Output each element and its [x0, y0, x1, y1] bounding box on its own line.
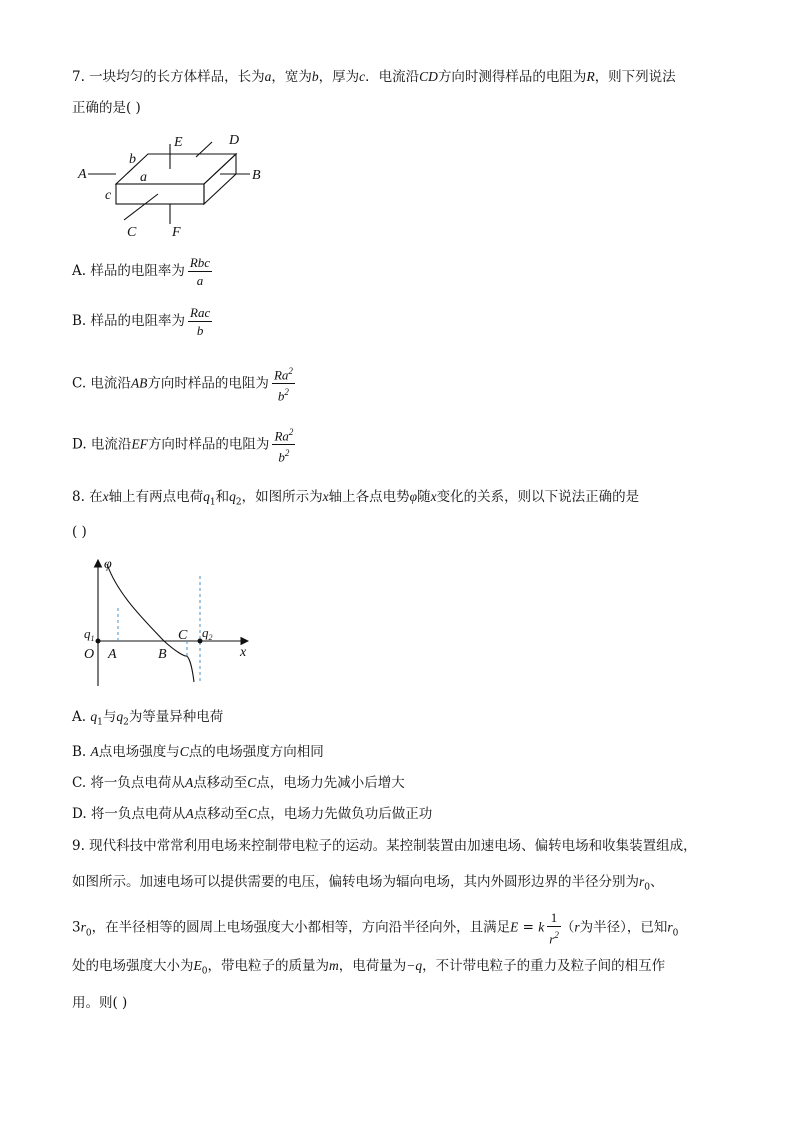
q8-stem-line1: 8. 在x轴上有两点电荷$q_1$和$q_2$，如图所示为x轴上各点电势φ随x变化的关系，则以下说法正确的是	[72, 489, 640, 508]
q7-option-d: D. 电流沿EF方向时样品的电阻为 $\frac{Ra^2}{b^2}$	[72, 427, 294, 465]
label-b: b	[129, 152, 136, 167]
label-F: F	[172, 225, 181, 240]
fraction: $\frac{\text{Rac}}{b}$	[190, 305, 211, 338]
q7-cuboid-figure	[72, 128, 272, 240]
q7-option-a: A. 样品的电阻率为 $\frac{\text{Rbc}}{a}$	[72, 255, 211, 288]
fraction: $\frac{Ra^2}{b^2}$	[274, 427, 294, 465]
label-x: x	[240, 645, 247, 660]
q8-option-c: C. 将一负点电荷从A点移动至C点，电场力先减小后增大	[72, 775, 405, 791]
q7-stem-line2: 正确的是( )	[72, 100, 141, 116]
label-B: B	[252, 168, 261, 183]
label-a: a	[140, 170, 147, 185]
q8-stem-line2: ( )	[72, 524, 87, 540]
label-q2: $q_2$	[202, 625, 213, 642]
label-B: B	[158, 647, 167, 662]
fraction: $\frac{1}{r^2}$	[549, 910, 559, 947]
q8-option-a: A. $q_1$与$q_2$为等量异种电荷	[72, 709, 224, 728]
q8-option-b: B. A点电场强度与C点的电场强度方向相同	[72, 744, 324, 760]
q9-stem-line4: 处的电场强度大小为$E_0$，带电粒子的质量为m，电荷量为−q，不计带电粒子的重力及粒子间的相互作	[72, 958, 666, 977]
q8-option-d: D. 将一负点电荷从A点移动至C点，电场力先做负功后做正功	[72, 806, 433, 822]
q7-option-c: C. 电流沿AB方向时样品的电阻为 $\frac{Ra^2}{b^2}$	[72, 366, 293, 404]
label-phi: φ	[104, 557, 112, 572]
label-C: C	[127, 225, 137, 240]
q8-potential-graph	[72, 548, 262, 688]
label-O: O	[84, 647, 95, 662]
label-A: A	[78, 167, 87, 182]
label-q1: $q_1$	[84, 626, 95, 643]
label-c: c	[105, 188, 112, 203]
charge-q1-dot	[96, 639, 101, 644]
label-A: A	[108, 647, 117, 662]
q7-option-b: B. 样品的电阻率为 $\frac{\text{Rac}}{b}$	[72, 305, 211, 338]
label-E: E	[174, 135, 183, 150]
q9-stem-line5: 用。则( )	[72, 995, 128, 1011]
q9-stem-line1: 9. 现代科技中常常利用电场来控制带电粒子的运动。某控制装置由加速电场、偏转电场和收集装置组成，	[72, 838, 697, 854]
q9-stem-line2: 如图所示。加速电场可以提供需要的电压，偏转电场为辐向电场，其内外圆形边界的半径分别为$r_0$、	[72, 874, 664, 893]
label-C: C	[178, 628, 188, 643]
fraction: $\frac{\text{Rbc}}{a}$	[189, 255, 211, 288]
potential-curve	[107, 564, 194, 682]
q7-stem-line1: 7. 一块均匀的长方体样品，长为a，宽为b，厚为c．电流沿CD方向时测得样品的电阻为R，则下列说法	[72, 69, 676, 85]
fraction: $\frac{Ra^2}{b^2}$	[273, 366, 293, 404]
q9-stem-line3: $3r_0$，在半径相等的圆周上电场强度大小都相等，方向沿半径向外，且满足E = k $\frac{1}{r^2}$ （r为半径），已知$r_0$	[72, 910, 679, 947]
label-D: D	[229, 133, 240, 148]
